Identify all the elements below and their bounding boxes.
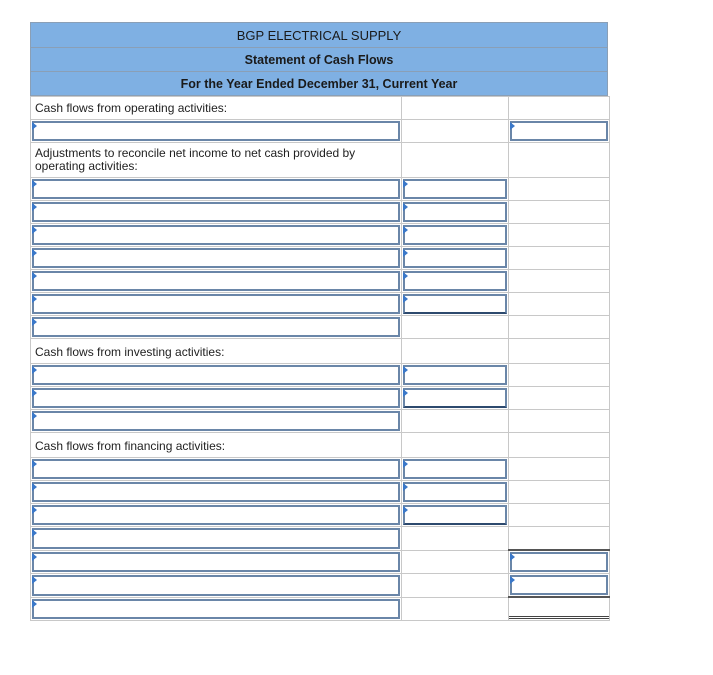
table-row [31,143,610,178]
table-row [31,97,610,120]
table-row [31,504,610,527]
amount-input[interactable] [403,225,507,245]
dropdown-arrow-icon[interactable] [32,295,37,303]
company-name: BGP ELECTRICAL SUPPLY [30,22,608,47]
amount-input[interactable] [403,179,507,199]
total-label-select[interactable] [32,411,400,431]
dropdown-arrow-icon[interactable] [32,180,37,188]
investing-section-label: Cash flows from investing activities: [35,345,225,359]
table-row [31,481,610,504]
table-row [31,433,610,458]
amount-input[interactable] [403,482,507,502]
statement-title: Statement of Cash Flows [30,47,608,71]
dropdown-arrow-icon[interactable] [403,389,408,397]
table-row [31,550,610,574]
amount-input[interactable] [510,552,608,572]
table-row [31,270,610,293]
table-row [31,597,610,621]
amount-input[interactable] [403,505,507,525]
account-select[interactable] [32,459,400,479]
total-label-select[interactable] [32,575,400,596]
amount-input[interactable] [403,365,507,385]
account-select[interactable] [32,179,400,199]
amount-input[interactable] [403,459,507,479]
dropdown-arrow-icon[interactable] [403,366,408,374]
table-row [31,387,610,410]
dropdown-arrow-icon[interactable] [32,483,37,491]
adjustments-label: Adjustments to reconcile net income to net cash provided by operating activities: [35,146,356,173]
account-select[interactable] [32,505,400,525]
total-label-select[interactable] [32,599,400,620]
table-row [31,247,610,270]
account-select[interactable] [32,202,400,222]
cash-flow-worksheet [30,22,608,621]
double-underline [509,616,609,619]
table-row [31,458,610,481]
amount-input[interactable] [510,121,608,141]
amount-input[interactable] [403,294,507,314]
amount-input[interactable] [403,248,507,268]
dropdown-arrow-icon[interactable] [403,295,408,303]
dropdown-arrow-icon[interactable] [32,122,37,130]
dropdown-arrow-icon[interactable] [403,180,408,188]
account-select[interactable] [32,271,400,291]
total-label-select[interactable] [32,317,400,337]
dropdown-arrow-icon[interactable] [403,203,408,211]
operating-section-label: Cash flows from operating activities: [35,100,228,115]
table-row [31,224,610,247]
dropdown-arrow-icon[interactable] [32,272,37,280]
account-select[interactable] [32,225,400,245]
table-row [31,574,610,598]
dropdown-arrow-icon[interactable] [403,249,408,257]
financing-section-label: Cash flows from financing activities: [35,439,226,453]
statement-table [30,96,610,621]
table-row [31,527,610,551]
account-select[interactable] [32,248,400,268]
table-row [31,293,610,316]
dropdown-arrow-icon[interactable] [32,600,37,608]
dropdown-arrow-icon[interactable] [403,483,408,491]
dropdown-arrow-icon[interactable] [510,576,515,584]
dropdown-arrow-icon[interactable] [32,460,37,468]
dropdown-arrow-icon[interactable] [32,412,37,420]
dropdown-arrow-icon[interactable] [32,318,37,326]
dropdown-arrow-icon[interactable] [32,203,37,211]
total-label-select[interactable] [32,528,400,549]
dropdown-arrow-icon[interactable] [403,506,408,514]
dropdown-arrow-icon[interactable] [510,122,515,130]
table-row [31,201,610,224]
dropdown-arrow-icon[interactable] [32,249,37,257]
table-row [31,410,610,433]
dropdown-arrow-icon[interactable] [32,366,37,374]
dropdown-arrow-icon[interactable] [32,576,37,584]
amount-input[interactable] [510,575,608,595]
account-select[interactable] [32,482,400,502]
dropdown-arrow-icon[interactable] [32,226,37,234]
table-row [31,120,610,143]
account-select[interactable] [32,388,400,408]
table-row [31,364,610,387]
account-select[interactable] [32,365,400,385]
account-select[interactable] [32,294,400,314]
dropdown-arrow-icon[interactable] [32,389,37,397]
table-row [31,339,610,364]
table-row [31,316,610,339]
dropdown-arrow-icon[interactable] [32,553,37,561]
statement-period: For the Year Ended December 31, Current Year [30,71,608,96]
dropdown-arrow-icon[interactable] [32,506,37,514]
dropdown-arrow-icon[interactable] [403,460,408,468]
amount-input[interactable] [403,202,507,222]
dropdown-arrow-icon[interactable] [403,272,408,280]
dropdown-arrow-icon[interactable] [32,529,37,537]
account-select[interactable] [32,121,400,141]
dropdown-arrow-icon[interactable] [510,553,515,561]
dropdown-arrow-icon[interactable] [403,226,408,234]
amount-input[interactable] [403,388,507,408]
amount-input[interactable] [403,271,507,291]
table-row [31,178,610,201]
total-label-select[interactable] [32,552,400,573]
